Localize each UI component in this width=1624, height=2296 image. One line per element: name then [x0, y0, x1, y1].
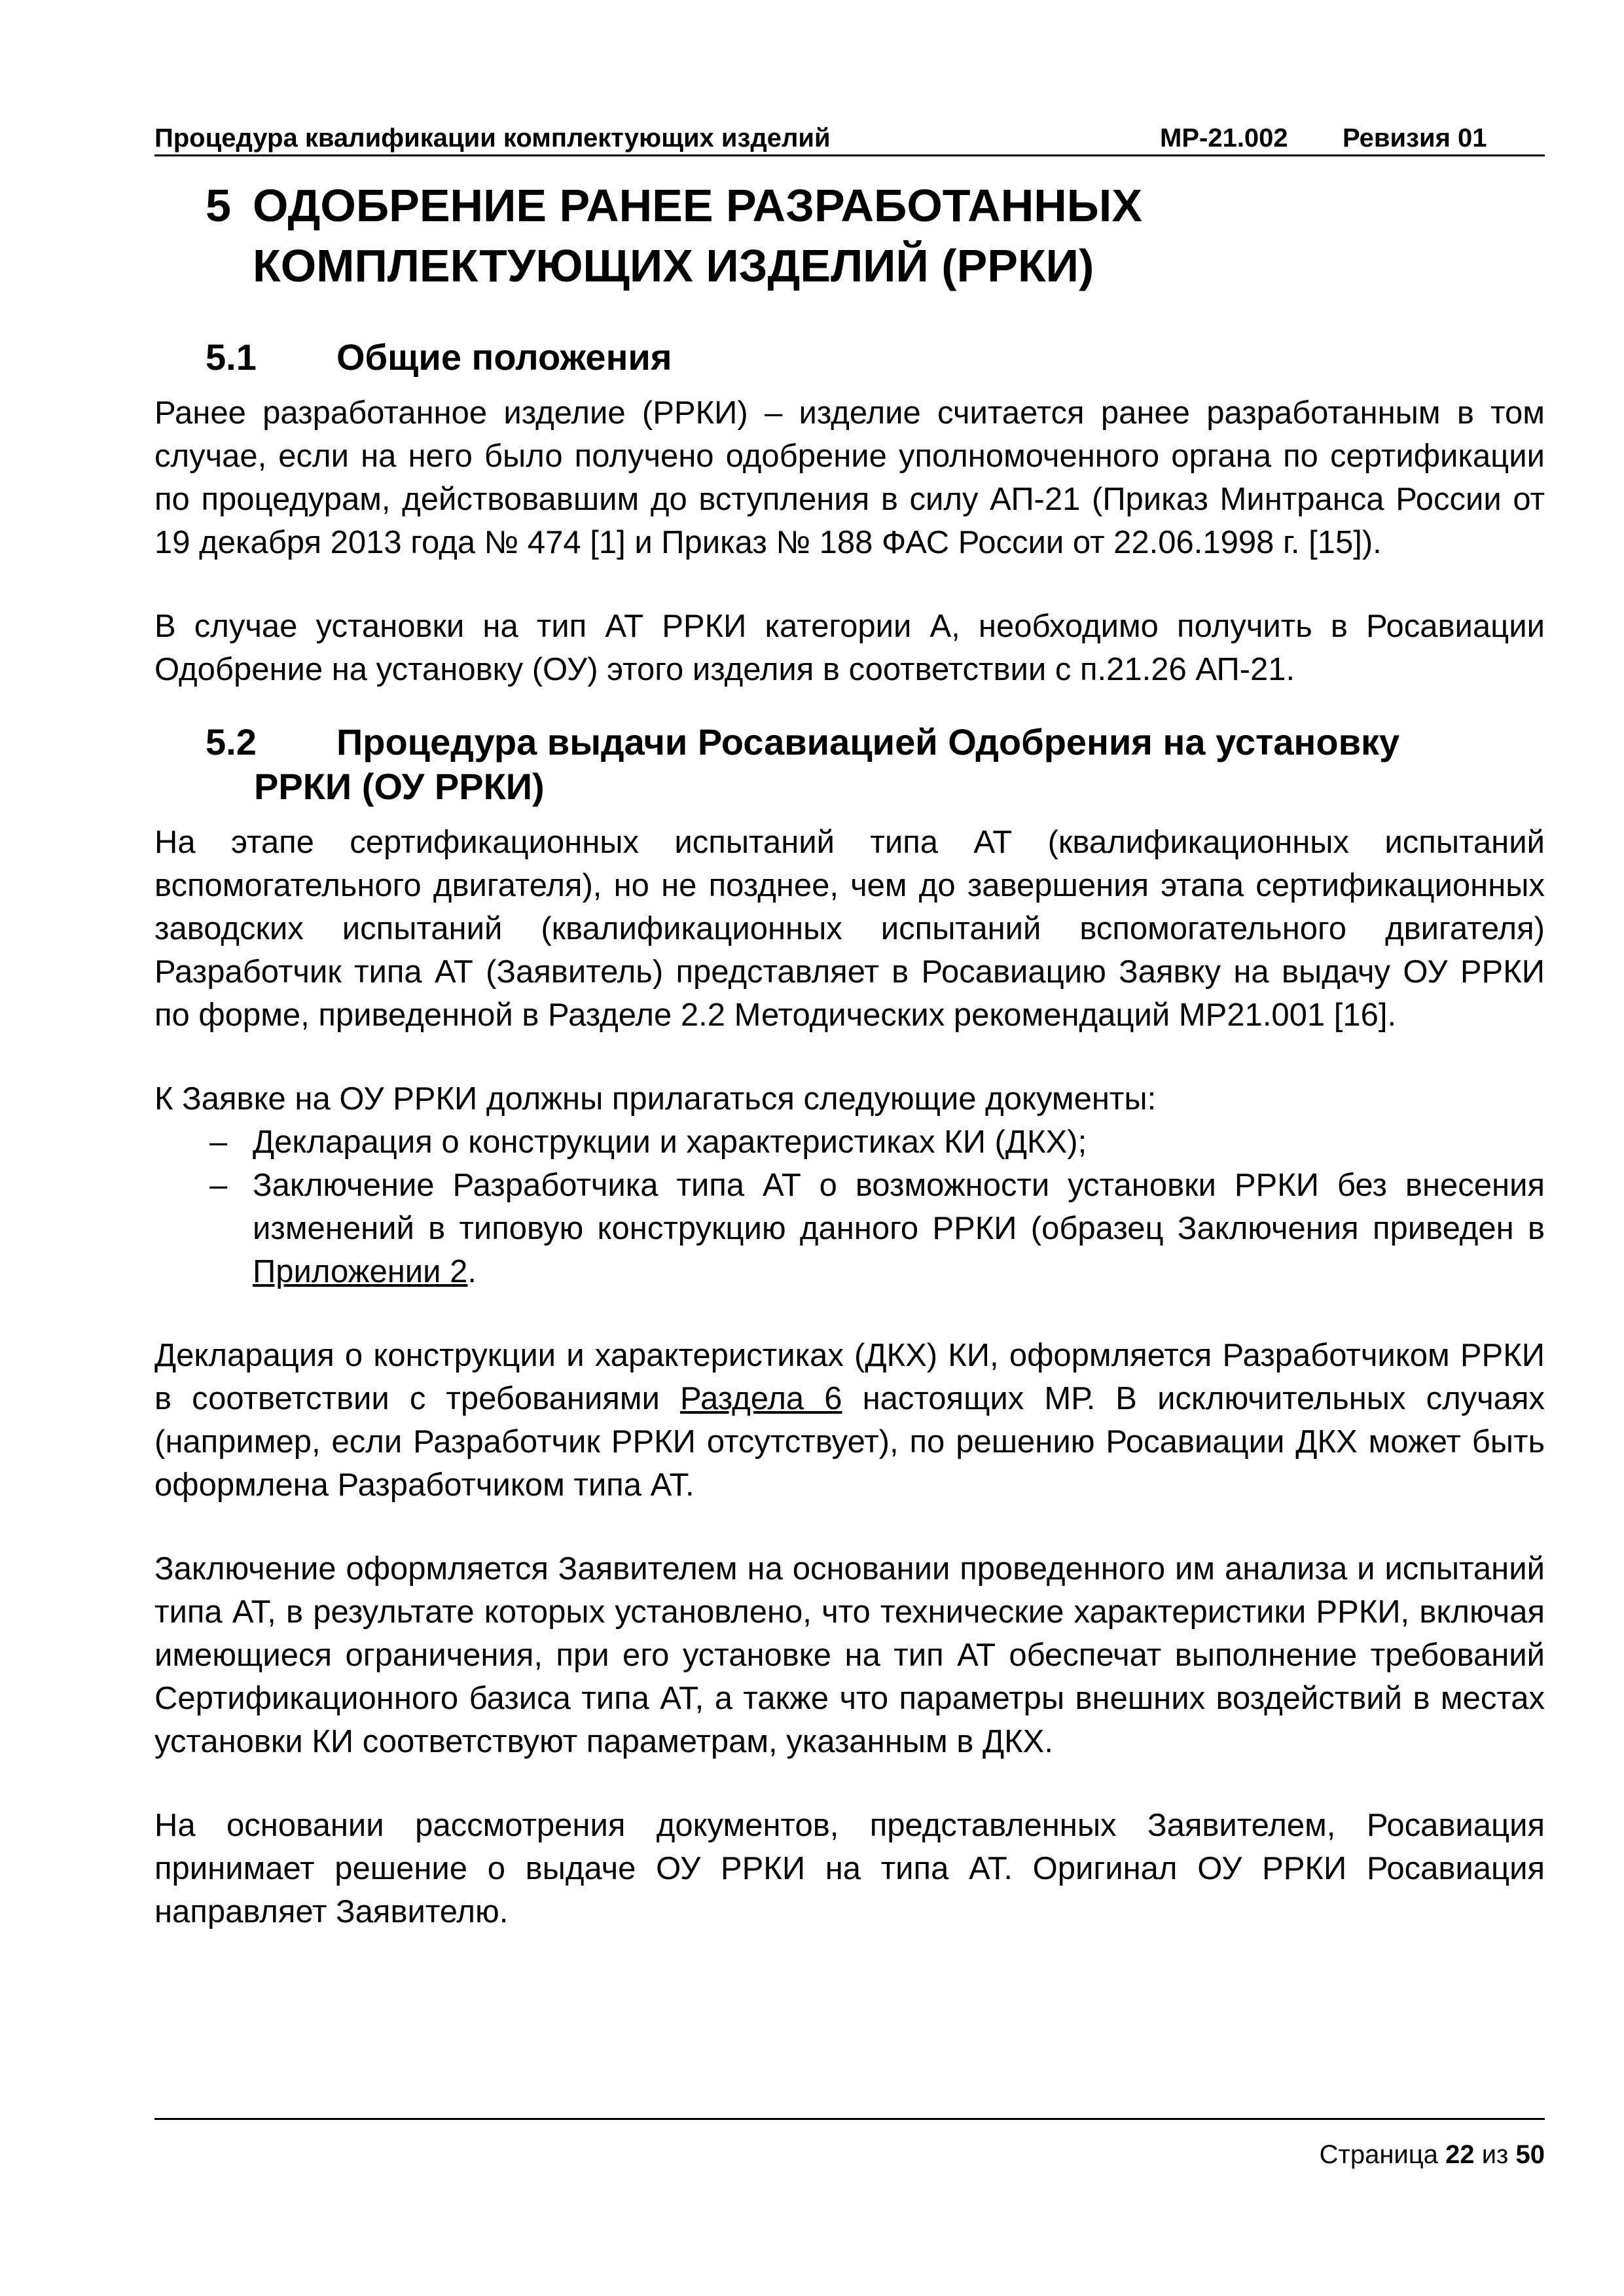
header-revision: Ревизия 01 — [1343, 124, 1487, 152]
section-number: 5.1 — [206, 336, 257, 378]
paragraph-text: Декларация о конструкции и характеристиках (ДКХ) КИ, оформляется Разработчиком РРКИ в соответствии с требованиями — [154, 1338, 1545, 1416]
page-number — [1320, 2138, 1545, 2171]
page-footer — [154, 2118, 1545, 2172]
page-total: 50 — [1515, 2140, 1545, 2169]
section-title: Общие положения — [336, 336, 672, 378]
list-item-end: . — [467, 1254, 477, 1289]
paragraph-text: настоящих МР. В исключительных случаях (например, если Разработчик РРКИ отсутствует), по решению Росавиации ДКХ может быть оформлена Разработчиком типа АТ. — [154, 1381, 1545, 1503]
paragraph: В случае установки на тип АТ РРКИ категории А, необходимо получить в Росавиации Одобрение на установку (ОУ) этого изделия в соответствии с п.21.26 АП-21. — [154, 609, 1545, 687]
appendix-2-link[interactable]: Приложении 2 — [253, 1254, 468, 1289]
chapter-number: 5 — [206, 180, 231, 231]
page-current: 22 — [1445, 2140, 1475, 2169]
page-header — [154, 122, 1545, 156]
list-intro: К Заявке на ОУ РРКИ должны прилагаться следующие документы: — [154, 1081, 1157, 1117]
paragraph: Заключение оформляется Заявителем на основании проведенного им анализа и испытаний типа АТ, в результате которых установлено, что технические характеристики РРКИ, включая имеющиеся ограничения, при его установке на тип АТ обеспечат выполнение требований Сертификационного базиса типа АТ, а также что параметры внешних воздействий в местах установки КИ соответствуют параметрам, указанным в ДКХ. — [154, 1551, 1545, 1759]
dash-bullet: – — [209, 1124, 228, 1160]
page-of: из — [1481, 2140, 1509, 2169]
header-document-code: МР-21.002 — [1160, 124, 1288, 152]
list-item-text: Заключение Разработчика типа АТ о возможности установки РРКИ без внесения изменений в типовую конструкцию данного РРКИ (образец Заключения приведен в — [253, 1168, 1545, 1246]
chapter-heading — [206, 175, 1545, 296]
paragraph: На этапе сертификационных испытаний типа АТ (квалификационных испытаний вспомогательного двигателя), но не позднее, чем до завершения этапа сертификационных заводских испытаний (квалификационных испытаний вспомогательного двигателя) Разработчик типа АТ (Заявитель) представляет в Росавиацию Заявку на выдачу ОУ РРКИ по форме, приведенной в Разделе 2.2 Методических рекомендаций МР21.001 [16]. — [154, 825, 1545, 1033]
section-6-link[interactable]: Раздела 6 — [679, 1381, 842, 1416]
dash-bullet: – — [209, 1168, 228, 1203]
chapter-title: ОДОБРЕНИЕ РАНЕЕ РАЗРАБОТАННЫХ КОМПЛЕКТУЮЩИХ ИЗДЕЛИЙ (РРКИ) — [253, 180, 1143, 291]
paragraph: На основании рассмотрения документов, представленных Заявителем, Росавиация принимает решение о выдаче ОУ РРКИ на типа АТ. Оригинал ОУ РРКИ Росавиация направляет Заявителю. — [154, 1808, 1545, 1929]
section-heading-5-2 — [206, 720, 1545, 809]
section-title-line2: РРКИ (ОУ РРКИ) — [254, 766, 545, 807]
page-label: Страница — [1319, 2140, 1438, 2169]
header-document-title: Процедура квалификации комплектующих изделий — [154, 124, 831, 152]
list-item-text: Декларация о конструкции и характеристиках КИ (ДКХ); — [253, 1124, 1087, 1160]
paragraph — [154, 1334, 1545, 1507]
attachment-list — [154, 1121, 1545, 1293]
list-item — [154, 1164, 1545, 1293]
section-title-line1: Процедура выдачи Росавиацией Одобрения на установку — [336, 721, 1400, 762]
page-content — [154, 175, 1545, 1933]
list-item — [154, 1121, 1545, 1164]
section-number: 5.2 — [206, 721, 257, 762]
section-heading-5-1 — [206, 335, 1545, 380]
paragraph: Ранее разработанное изделие (РРКИ) – изделие считается ранее разработанным в том случае, если на него было получено одобрение уполномоченного органа по сертификации по процедурам, действовавшим до вступления в силу АП-21 (Приказ Минтранса России от 19 декабря 2013 года № 474 [1] и Приказ № 188 ФАС России от 22.06.1998 г. [15]). — [154, 395, 1545, 560]
